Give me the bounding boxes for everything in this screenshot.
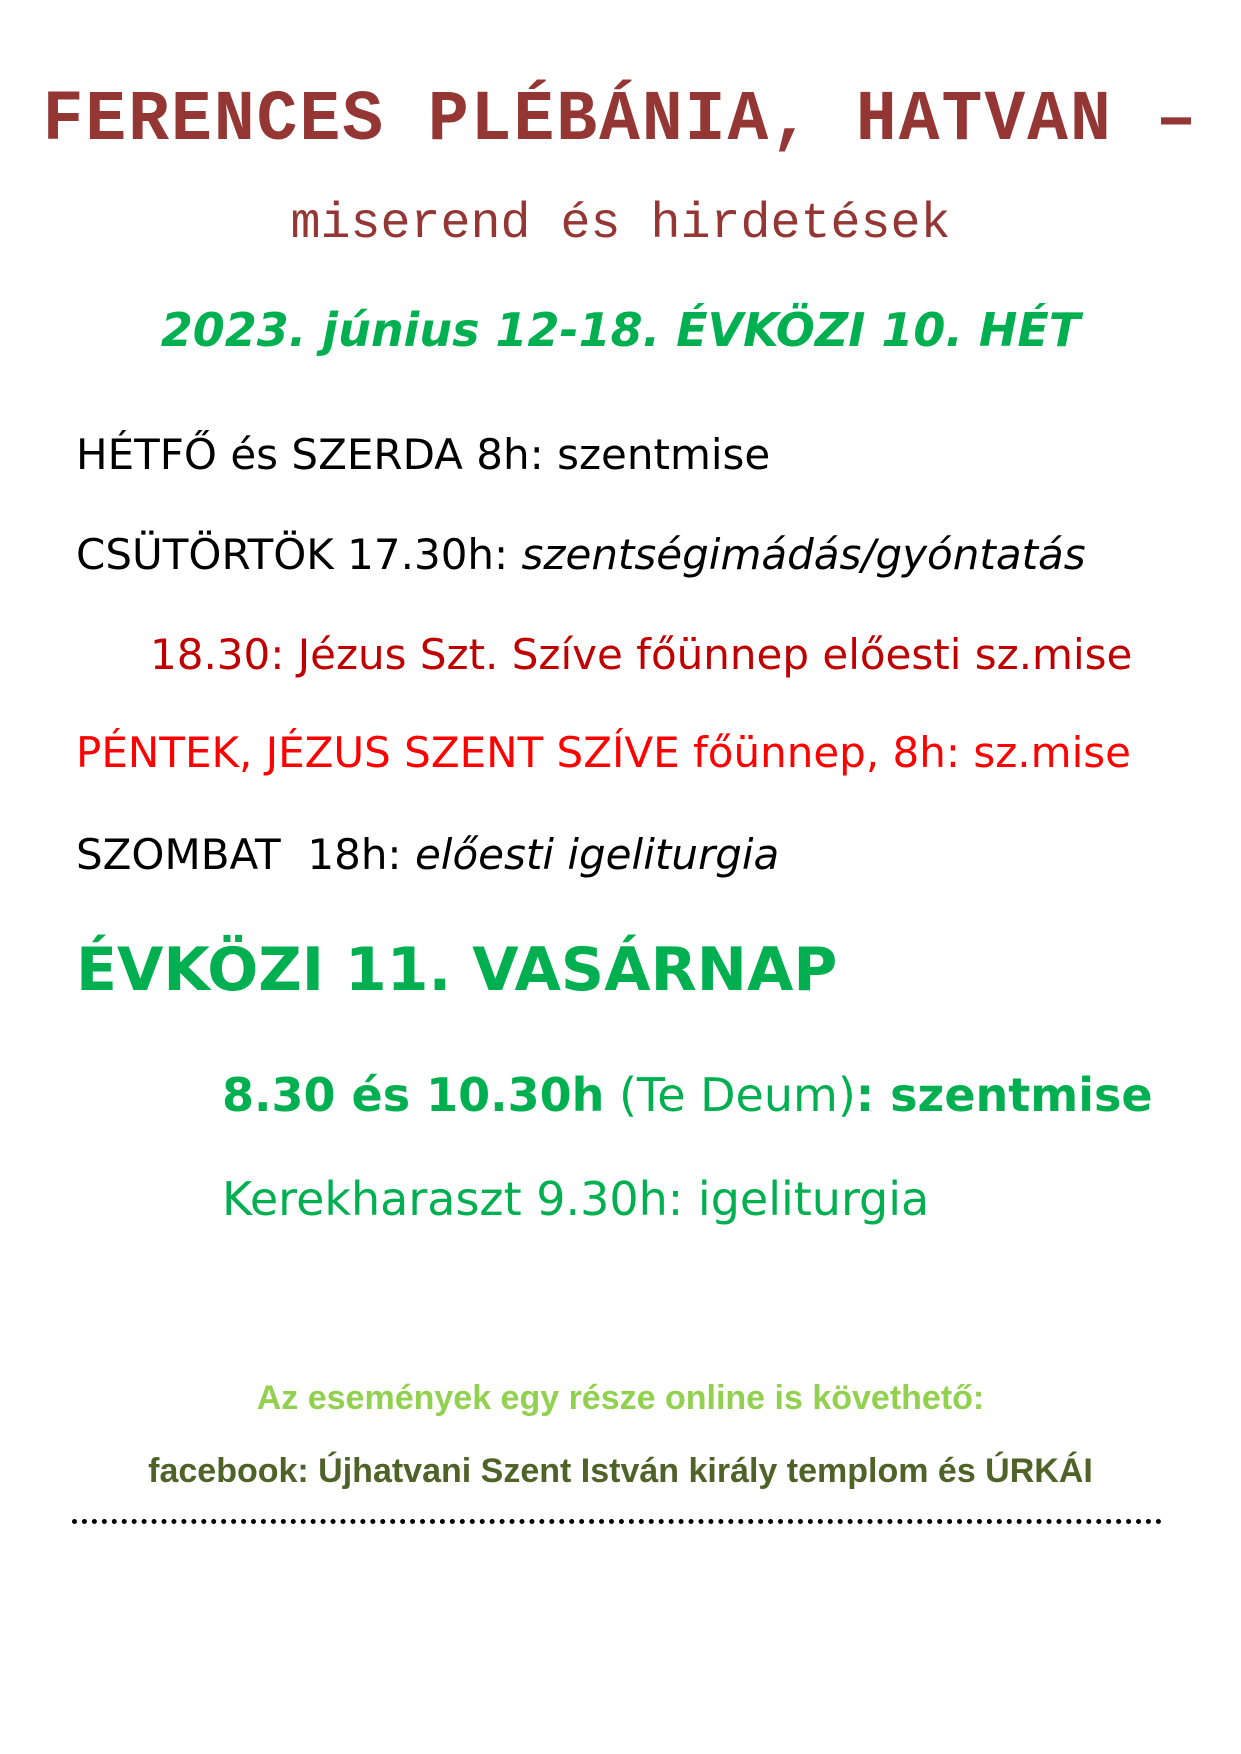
friday-line: PÉNTEK, JÉZUS SZENT SZÍVE főünnep, 8h: sz.mise: [76, 728, 1131, 777]
saturday-label: SZOMBAT 18h:: [76, 830, 415, 879]
sunday-mass-line: [222, 1068, 1153, 1122]
monday-wednesday-line: HÉTFŐ és SZERDA 8h: szentmise: [76, 430, 771, 479]
mass-note: (Te Deum): [604, 1068, 856, 1122]
facebook-note: facebook: Újhatvani Szent István király templom és ÚRKÁI: [148, 1452, 1093, 1490]
page-subtitle: miserend és hirdetések: [290, 196, 951, 253]
week-heading: 2023. június 12-18. ÉVKÖZI 10. HÉT: [160, 303, 1081, 357]
thursday-line: [76, 530, 1086, 579]
dotted-divider: [72, 1519, 1162, 1524]
thursday-event: szentségimádás/gyóntatás: [521, 530, 1086, 579]
mass-label: : szentmise: [855, 1068, 1153, 1122]
sunday-heading: ÉVKÖZI 11. VASÁRNAP: [76, 935, 838, 1005]
online-note: Az események egy része online is követhető:: [256, 1379, 985, 1417]
thursday-label: CSÜTÖRTÖK 17.30h:: [76, 530, 522, 579]
mass-times: 8.30 és 10.30h: [222, 1068, 605, 1122]
kerekharaszt-line: Kerekharaszt 9.30h: igeliturgia: [222, 1172, 930, 1226]
saturday-event: előesti igeliturgia: [414, 830, 780, 879]
thursday-evening-line: 18.30: Jézus Szt. Szíve főünnep előesti sz.mise: [150, 630, 1133, 679]
parish-title: FERENCES PLÉBÁNIA, HATVAN –: [42, 80, 1199, 161]
saturday-line: [76, 830, 779, 879]
